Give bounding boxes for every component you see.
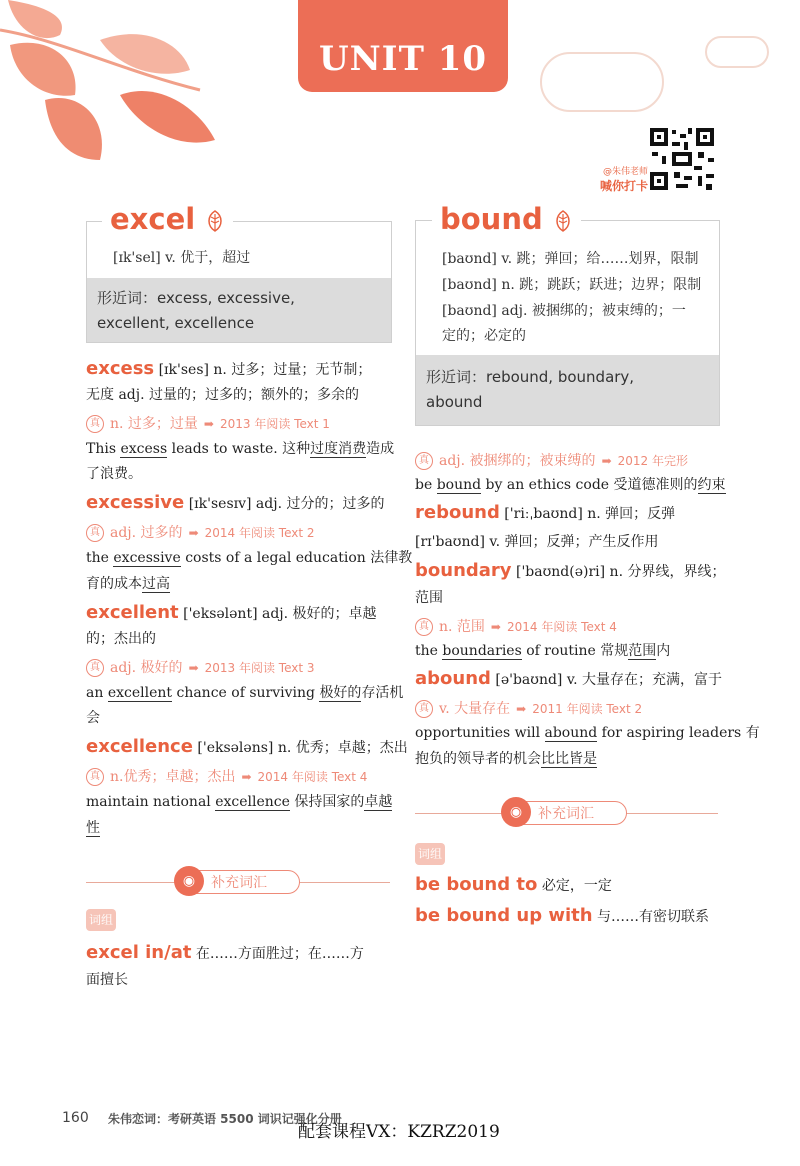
excel-phonetic: [ɪk'sel] v. 优于，超过 <box>113 250 251 266</box>
bound-similar-words: 形近词：rebound, boundary, abound <box>416 355 719 425</box>
example-excellence-sentence: maintain national excellence 保持国家的卓越 <box>86 794 393 810</box>
entry-excess-line2: 无度 adj. 过量的；过多的；额外的；多余的 <box>86 387 359 403</box>
watermark-text: 配套课程VX：KZRZ2019 <box>298 1122 500 1142</box>
example-excess-sentence: This excess leads to waste. 这种过度消费造成 <box>86 441 395 457</box>
entry-excellent-line2: 的；杰出的 <box>86 631 156 647</box>
zhen-icon: 真 <box>86 524 104 542</box>
owl-icon: ◉ <box>174 866 204 896</box>
bound-def-adj: [baʊnd] adj. 被捆绑的；被束缚的；一 <box>442 303 686 319</box>
example-abound-sentence-cont: 抱负的领导者的机会比比皆是 <box>415 751 597 767</box>
example-bound-sentence: be bound by an ethics code 受道德准则的约束 <box>415 477 726 493</box>
cloud-decoration <box>705 36 769 68</box>
bound-def-n: [baʊnd] n. 跳；跳跃；跃进；边界；限制 <box>442 277 702 293</box>
entry-excellence: excellence ['eksələns] n. 优秀；卓越；杰出 <box>86 736 408 757</box>
entry-excessive: excessive [ɪk'sesɪv] adj. 过分的；过多的 <box>86 492 385 513</box>
example-excessive-sentence: the excessive costs of a legal education 法律教 <box>86 550 413 566</box>
zhen-icon: 真 <box>86 768 104 786</box>
zhen-icon: 真 <box>415 618 433 636</box>
phrase-badge: 词组 <box>86 909 116 931</box>
page-number: 160 <box>62 1110 89 1126</box>
headword-bound: bound <box>432 202 581 236</box>
supplement-header-right: 补充词汇 ◉ <box>415 801 718 825</box>
example-excessive-label: 真 adj. 过多的 ➡ 2014 年阅读 Text 2 <box>86 520 315 546</box>
example-excellent-sentence: an excellent chance of surviving 极好的存活机 <box>86 685 404 701</box>
entry-rebound: rebound ['riːˌbaʊnd] n. 弹回；反弹 <box>415 502 676 523</box>
example-excellence-label: 真 n.优秀；卓越；杰出 ➡ 2014 年阅读 Text 4 <box>86 764 367 790</box>
phrase-badge: 词组 <box>415 843 445 865</box>
qr-code-icon[interactable] <box>648 126 716 192</box>
leaf-icon <box>553 210 573 232</box>
example-excessive-sentence-cont: 育的成本过高 <box>86 576 170 592</box>
entry-boundary-line2: 范围 <box>415 590 443 606</box>
phrase-be-bound-up-with: be bound up with 与……有密切联系 <box>415 905 710 926</box>
entry-boundary: boundary ['baʊnd(ə)ri] n. 分界线，界线； <box>415 560 726 581</box>
leaf-icon <box>205 210 225 232</box>
example-bound-label: 真 adj. 被捆绑的；被束缚的 ➡ 2012 年完形 <box>415 448 688 474</box>
phrase-excel-in-at: excel in/at 在……方面胜过；在……方 <box>86 942 364 963</box>
unit-title: UNIT 10 <box>298 0 508 92</box>
example-excellence-sentence-cont: 性 <box>86 820 100 836</box>
entry-excellent: excellent ['eksələnt] adj. 极好的；卓越 <box>86 602 377 623</box>
bound-box <box>415 220 720 426</box>
owl-icon: ◉ <box>501 797 531 827</box>
excel-box <box>86 221 392 343</box>
example-abound-label: 真 v. 大量存在 ➡ 2011 年阅读 Text 2 <box>415 696 642 722</box>
excel-similar-words: 形近词：excess, excessive, excellent, excellence <box>87 278 391 342</box>
example-excess-sentence-cont: 了浪费。 <box>86 466 142 482</box>
phrase-be-bound-to: be bound to 必定，一定 <box>415 874 612 895</box>
cloud-decoration <box>540 52 664 112</box>
entry-rebound-line2: [rɪ'baʊnd] v. 弹回；反弹；产生反作用 <box>415 534 659 550</box>
example-boundary-sentence: the boundaries of routine 常规范围内 <box>415 643 671 659</box>
example-excellent-label: 真 adj. 极好的 ➡ 2013 年阅读 Text 3 <box>86 655 315 681</box>
checkin-label: 喊你打卡 <box>599 179 648 193</box>
example-boundary-label: 真 n. 范围 ➡ 2014 年阅读 Text 4 <box>415 614 617 640</box>
zhen-icon: 真 <box>86 415 104 433</box>
example-abound-sentence: opportunities will abound for aspiring leaders 有 <box>415 725 760 741</box>
zhen-icon: 真 <box>415 700 433 718</box>
entry-abound: abound [ə'baʊnd] v. 大量存在；充满，富于 <box>415 668 722 689</box>
book-title: 朱伟恋词：考研英语 5500 词识记强化分册 <box>108 1112 342 1126</box>
bound-def-v: [baʊnd] v. 跳；弹回；给……划界，限制 <box>442 251 699 267</box>
teacher-credit: @朱伟老师 <box>602 167 648 177</box>
example-excellent-sentence-cont: 会 <box>86 710 100 726</box>
leaf-decoration <box>0 0 230 170</box>
entry-excess: excess [ɪk'ses] n. 过多；过量；无节制； <box>86 358 372 379</box>
bound-def-adj-cont: 定的；必定的 <box>442 328 526 344</box>
example-excess-label: 真 n. 过多；过量 ➡ 2013 年阅读 Text 1 <box>86 411 330 437</box>
zhen-icon: 真 <box>415 452 433 470</box>
phrase-excel-in-at-cont: 面擅长 <box>86 972 128 988</box>
supplement-header-left: 补充词汇 ◉ <box>86 870 390 894</box>
headword-excel: excel <box>102 202 233 236</box>
zhen-icon: 真 <box>86 659 104 677</box>
